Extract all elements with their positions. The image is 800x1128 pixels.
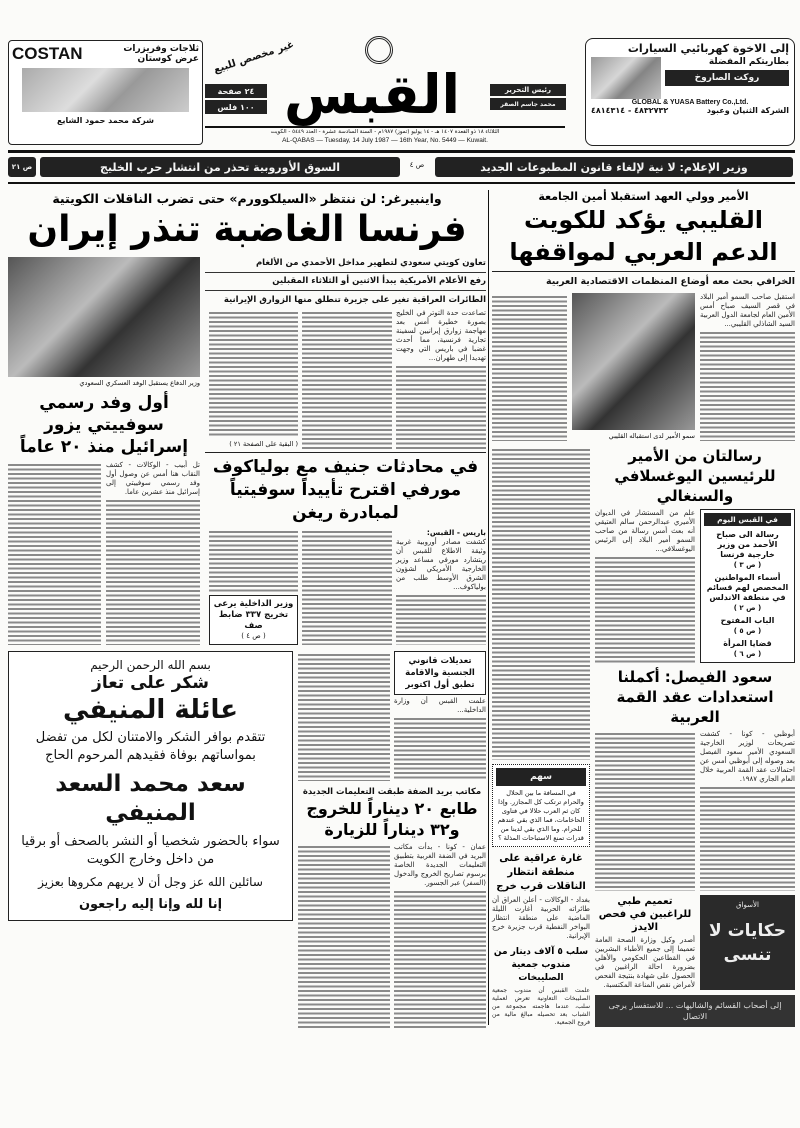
defense-minister-photo	[8, 257, 200, 377]
costan-logo: COSTAN	[12, 44, 83, 63]
interior-box	[209, 595, 298, 645]
ad-stories-top: الأسواق	[736, 901, 759, 909]
column-box	[492, 764, 590, 847]
lead-left-kicker: واينبيرغر: لن ننتظر «السيلكوورم» حتى تضرب الناقلات الكويتية	[52, 191, 442, 206]
obituary-family: عائلة المنيفي	[62, 695, 239, 725]
today-item-2[interactable]: أسماء المواطنين المخصص لهم قسائم في منطقة الاندلس ( ص ٢ )	[706, 573, 789, 612]
battery-image	[591, 57, 661, 99]
date-line-ar: الثلاثاء ١٨ ذو القعدة ١٤٠٧ هـ - ١٤ يوليو (تموز) ١٩٨٧م - السنة السادسة عشرة - العدد ٥٤٤٩ - الكويت	[270, 129, 500, 135]
aids-body: أصدر وكيل وزارة الصحة العامة تعميما إلى جميع الأطباء البشريين في القطاعين الحكومي والأهلي بضرورة احالة الراغبين في الحصول على شهادة بنتيجة الفحص لأمراض نقص المناعة المكتسبة.	[595, 936, 695, 989]
teaser-2[interactable]	[40, 157, 400, 177]
sun-emblem-icon	[365, 36, 393, 64]
ad-battery-agent: الشركة الثنيان وعبود	[706, 106, 789, 115]
ad-battery-brand-en: GLOBAL & YUASA Battery Co.,Ltd.	[631, 99, 749, 106]
ad-costan-line2: عرض كوستان	[137, 54, 199, 64]
obituary-line2: سواء بالحضور شخصيا أو النشر بالصحف أو برقيا من داخل وخارج الكويت	[21, 834, 280, 867]
today-item-4[interactable]: قضايا المرأة ( ص ٦ )	[723, 639, 772, 658]
ad-stories-title: حكايات لا تنسى	[709, 921, 786, 965]
letters-headline: رسالتان من الأمير للرئيسين اليوغسلافي والسنغالي	[614, 447, 776, 505]
ad-costan-company: شركة محمد حمود الشايع	[56, 116, 154, 125]
ad-battery-line1: إلى الاخوة كهربائيي السيارات	[627, 42, 789, 55]
amend-headline: تعديلات قانوني الجنسية والاقامة تطبق أول اكتوبر	[405, 656, 475, 690]
defense-photo-caption: وزير الدفاع يستقبل الوفد العسكري السعودي	[79, 379, 200, 387]
aids-headline: تعميم طبي للراغبين في فحص الايدز	[598, 896, 692, 933]
teaser-2-text: السوق الأوروبية تحذر من انتشار حرب الخليج	[99, 160, 341, 174]
letters-body: علم من المستشار في الديوان الأميري عبدالرحمن سالم العتيقي أنه بعث أمس رسالة من صاحب السمو أمير البلاد إلى الرئيس اليوغسلافي...	[595, 509, 695, 553]
robbery-body: علمت القبس أن مندوب جمعية الصليبخات التعاونية تعرض لعملية سلب، عندما هاجمته مجموعة من الشباب بعد تحصيله مبالغ مالية من فروع الجمعية.	[492, 987, 590, 1026]
lead-right-headline: القليبي يؤكد للكويت الدعم العربي لمواقفها	[509, 206, 778, 266]
bullet-3: الطائرات العراقية تغير على جزيرة تنطلق منها الزوارق الإيرانية	[223, 295, 486, 305]
raid-body: بغداد - الوكالات - أعلن العراق أن طائراته الحربية أغارت الليلة الماضية على منطقة انتظار البواخر النفطية قرب جزيرة خرج الإيرانية.	[492, 896, 590, 940]
date-line-en: AL-QABAS — Tuesday, 14 July 1987 — 16th Year, No. 5449 — Kuwait.	[282, 137, 488, 144]
today-box	[700, 509, 795, 663]
ad-battery-brand: روكت الصاروخ	[665, 70, 789, 86]
teaser-1-page: ص ٤	[409, 161, 425, 169]
interior-page: ( ص ٤ )	[241, 632, 266, 640]
lead-right-body: استقبل صاحب السمو أمير البلاد في قصر السيف صباح أمس الأمين العام لجامعة الدول العربية السيد الشاذلي القليبي...	[700, 293, 795, 328]
geneva-headline: في محادثات جنيف مع بولياكوف مورفي اقترح تأييداً سوفيتياً لمبادرة ريغن	[212, 457, 479, 523]
emir-photo-caption: سمو الأمير لدى استقباله القليبي	[608, 432, 695, 440]
ad-battery-line2: بطاريتكم المفضلة	[708, 57, 789, 67]
stamp-headline: طابع ٢٠ ديناراً للخروج و٣٢ ديناراً للزيارة	[306, 799, 478, 839]
geneva-dateline: باريس - القبس:	[426, 528, 486, 537]
lead-left-body: تصاعدت حدة التوتر في الخليج بصورة خطيرة أمس بعد مهاجمة زوارق إيرانيين لسفينة تجارية فرنسية، مما أحدث غضبا في باريس التي وجهت تهديدا إلى طهران...	[396, 309, 486, 362]
left-region	[8, 190, 486, 1028]
geneva-body: كشفت مصادر أوروبية غربية وثيقة الاطلاع للقبس أن ريتشارد مورفي مساعد وزير الخارجية الأمريكي لشؤون الشرق الأوسط طلب من بولياكوف...	[396, 538, 486, 591]
teaser-1[interactable]	[435, 157, 793, 177]
amend-box	[394, 651, 486, 695]
obituary-line3: سائلين الله عز وجل أن لا يريهم مكروها بعزيز	[38, 875, 263, 889]
obituary-basmala: بسم الله الرحمن الرحيم	[90, 658, 211, 672]
bullet-2: رفع الأعلام الأمريكية يبدأ الاثنين أو الثلاثاء المقبلين	[205, 273, 486, 291]
bullet-1: تعاون كويتي سعودي لتطهير مداخل الأحمدي من الألغام	[205, 257, 486, 273]
ad-battery	[585, 38, 795, 146]
robbery-headline: سلب ٥ آلاف دينار من مندوب جمعية الصليبخات	[493, 947, 589, 983]
lead-right-kicker: الأمير وولي العهد استقبلا أمين الجامعة	[538, 190, 749, 203]
price: ١٠٠ فلس	[205, 100, 267, 114]
newspaper-logo: القبس	[283, 63, 460, 126]
editor-label: رئيس التحرير	[490, 84, 566, 96]
column-title: سهم	[496, 768, 586, 786]
editor-box	[490, 84, 566, 110]
teaser-2-page: ص ٢١	[8, 157, 36, 177]
ad-costan-line1: ثلاجات وفريزرات	[123, 44, 199, 54]
saud-headline: سعود الفيصل: أكملنا استعدادات عقد القمة العربية	[616, 668, 774, 726]
obituary-title: شكر على تعاز	[92, 673, 209, 693]
ad-battery-phone: ٤٨٣٢٧٣٢ - ٤٨١٤٣١٤	[591, 106, 669, 115]
stamp-kicker: مكاتب بريد الضفة طبقت التعليمات الجديدة	[302, 787, 482, 797]
ad-stories	[700, 895, 795, 990]
editor-name: محمد جاسم الصقر	[490, 98, 566, 110]
obituary-line1: تتقدم بوافر الشكر والامتنان لكل من تفضل بمواساتهم بوفاة فقيدهم المرحوم الحاج	[35, 730, 266, 763]
pages-count: ٢٤ صفحة	[205, 84, 267, 98]
today-item-3[interactable]: الباب المفتوح ( ص ٥ )	[720, 616, 775, 635]
obituary-closing: إنا لله وإنا إليه راجعون	[78, 897, 223, 912]
interior-headline: وزير الداخلية يرعى تخريج ٣٣٧ ضابط صف	[213, 599, 294, 631]
not-for-sale: غير مخصص للبيع	[212, 39, 296, 76]
lead-left-continued: ( البقية على الصفحة ٢١ )	[229, 440, 298, 448]
fridge-image	[22, 68, 189, 112]
price-box	[205, 84, 267, 114]
today-item-1[interactable]: رسالة الى صباح الأحمد من وزير خارجية فرنسا ( ص ٣ )	[716, 530, 779, 569]
lead-right-sub: الخرافي بحث معه أوضاع المنظمات الاقتصادية العربية	[545, 276, 795, 287]
obituary-name: سعد محمد السعد المنيفي	[55, 771, 246, 826]
soviet-body: تل أبيب - الوكالات - كشف النقاب هنا أمس عن وصول أول وفد رسمي سوفييتي إلى إسرائيل منذ عشرين عاما.	[106, 461, 200, 496]
amend-body: علمت القبس أن وزارة الداخلية...	[394, 697, 486, 714]
lead-left-headline: فرنسا الغاضبة تنذر إيران	[27, 209, 467, 250]
raid-headline: غارة عراقية على منطقة انتظار الناقلات قرب خرج	[496, 853, 586, 892]
today-box-title: في القبس اليوم	[704, 513, 791, 526]
notice-bottom: إلى أصحاب القسائم والشاليهات ... للاستفسار يرجى الاتصال	[595, 995, 795, 1027]
stamp-body: عمان - كونا - بدأت مكاتب البريد في الضفة الغربية بتطبيق التعليمات الجديدة الخاصة برسوم تصاريح الخروج والدخول (السفر) عبر الجسور.	[394, 843, 486, 887]
saud-body: أبوظبي - كونا - كشفت تصريحات لوزير الخارجية السعودي الأمير سعود الفيصل بعد وصوله إلى أبوظبي أمس عن احتمالات عقد القمة العربية خلال العام الجاري ١٩٨٧.	[700, 730, 795, 783]
right-region	[492, 189, 795, 1027]
column-text: في المسافة ما بين الحلال والحرام ترتكب كل المجازر. وإذا كان ثم العرب حلالا في فتاوى الحاخامات، فما الذي بقي عندهم للحرام. وما الذي بقي لدينا من قدرات تمنع الاستباحات المذلة ؟	[497, 789, 585, 842]
soviet-headline: أول وفد رسمي سوفييتي يزور إسرائيل منذ ٢٠ عاماً	[19, 393, 189, 457]
ad-costan	[8, 40, 203, 145]
emir-photo	[572, 293, 695, 430]
teaser-1-text: وزير الإعلام: لا نية لإلغاء قانون المطبوعات الجديد	[480, 160, 748, 174]
obituary-ad	[8, 651, 293, 921]
